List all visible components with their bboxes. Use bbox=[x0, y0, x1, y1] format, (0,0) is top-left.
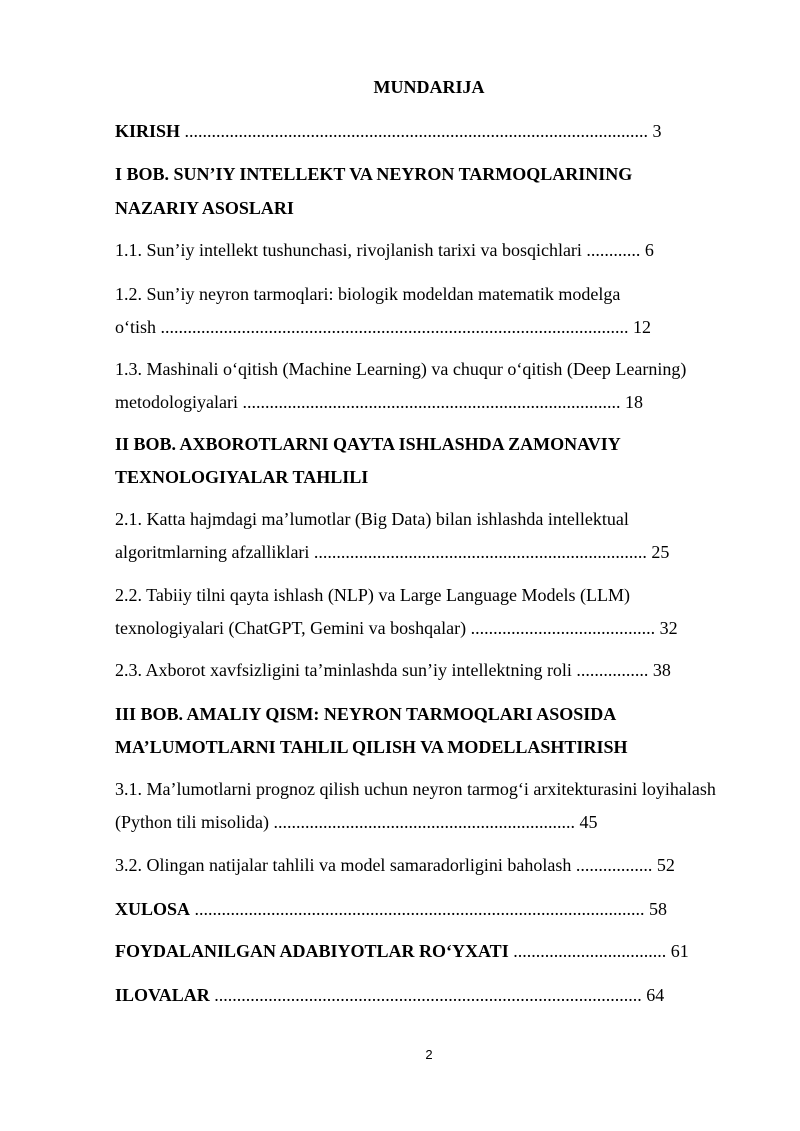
toc-leader-dots: .................................................................................................... bbox=[190, 899, 645, 919]
toc-entry-label: XULOSA bbox=[115, 899, 191, 919]
toc-entry-ilovalar bbox=[115, 984, 664, 1006]
toc-chapter-1-line-1: I BOB. SUN’IY INTELLEKT VA NEYRON TARMOQLARINING bbox=[115, 164, 633, 184]
toc-entry-xulosa bbox=[115, 898, 667, 920]
toc-entry-label: ILOVALAR bbox=[115, 985, 210, 1005]
page-title: MUNDARIJA bbox=[373, 77, 485, 97]
toc-entry-1-3-line-1: 1.3. Mashinali o‘qitish (Machine Learning) va chuqur o‘qitish (Deep Learning) bbox=[115, 359, 687, 379]
toc-chapter-3-line-2: MA’LUMOTLARNI TAHLIL QILISH VA MODELLASHTIRISH bbox=[115, 737, 628, 757]
toc-entry-2-1-line-1: 2.1. Katta hajmdagi ma’lumotlar (Big Data) bilan ishlashda intellektual bbox=[115, 509, 629, 529]
toc-chapter-2-line-1: II BOB. AXBOROTLARNI QAYTA ISHLASHDA ZAMONAVIY bbox=[115, 434, 621, 454]
toc-page-number: 64 bbox=[641, 985, 665, 1005]
toc-entry-1-2-line-1: 1.2. Sun’iy neyron tarmoqlari: biologik modeldan matematik modelga bbox=[115, 284, 621, 304]
toc-entry-1-2-line-2: o‘tish ........................................................................................................ 12 bbox=[115, 317, 652, 337]
toc-page-number: 61 bbox=[666, 941, 689, 961]
toc-page-number: 3 bbox=[648, 121, 662, 141]
toc-chapter-1-line-2: NAZARIY ASOSLARI bbox=[115, 198, 294, 218]
toc-chapter-3-line-1: III BOB. AMALIY QISM: NEYRON TARMOQLARI ASOSIDA bbox=[115, 704, 617, 724]
toc-page-number: 58 bbox=[644, 899, 668, 919]
toc-entry-2-2-line-1: 2.2. Tabiiy tilni qayta ishlash (NLP) va Large Language Models (LLM) bbox=[115, 585, 630, 605]
page-number: 2 bbox=[425, 1047, 433, 1062]
toc-entry-1-1: 1.1. Sun’iy intellekt tushunchasi, rivojlanish tarixi va bosqichlari ............ 6 bbox=[115, 240, 654, 260]
toc-entry-3-1-line-2: (Python tili misolida) ................................................................... 45 bbox=[115, 812, 598, 832]
toc-entry-adabiyotlar bbox=[115, 940, 689, 962]
toc-entry-label: FOYDALANILGAN ADABIYOTLAR RO‘YXATI bbox=[115, 941, 509, 961]
toc-entry-3-1-line-1: 3.1. Ma’lumotlarni prognoz qilish uchun neyron tarmog‘i arxitekturasini loyihalash bbox=[115, 779, 716, 799]
toc-entry-2-3: 2.3. Axborot xavfsizligini ta’minlashda sun’iy intellektning roli ................ 38 bbox=[115, 660, 671, 680]
toc-entry-label: KIRISH bbox=[115, 121, 181, 141]
toc-entry-2-2-line-2: texnologiyalari (ChatGPT, Gemini va boshqalar) ......................................... 32 bbox=[115, 618, 678, 638]
toc-leader-dots: ....................................................................................................... bbox=[180, 121, 649, 141]
toc-chapter-2-line-2: TEXNOLOGIYALAR TAHLILI bbox=[115, 467, 369, 487]
toc-entry-1-3-line-2: metodologiyalari .................................................................................... 18 bbox=[115, 392, 643, 412]
toc-leader-dots: .................................. bbox=[508, 941, 667, 961]
toc-leader-dots: ............................................................................................... bbox=[209, 985, 642, 1005]
toc-entry-2-1-line-2: algoritmlarning afzalliklari .......................................................................... 25 bbox=[115, 542, 670, 562]
toc-entry-3-2: 3.2. Olingan natijalar tahlili va model samaradorligini baholash ................. 52 bbox=[115, 855, 675, 875]
toc-entry-kirish bbox=[115, 120, 662, 142]
